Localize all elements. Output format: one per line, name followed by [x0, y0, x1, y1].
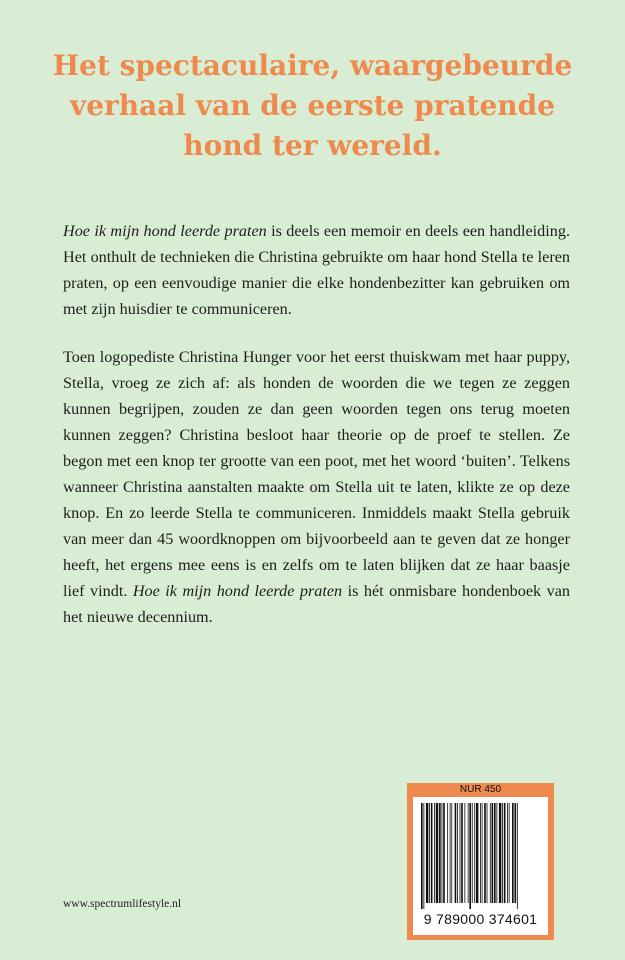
- book-title-italic: Hoe ik mijn hond leerde praten: [132, 582, 343, 600]
- website-url: www.spectrumlifestyle.nl: [63, 898, 182, 910]
- barcode-bar: [442, 803, 443, 903]
- barcode-bar: [504, 803, 506, 903]
- barcode-bar: [451, 803, 452, 903]
- barcode-bar: [480, 803, 481, 903]
- barcode-bar: [421, 803, 423, 909]
- headline-line: verhaal van de eerste pratende: [69, 89, 556, 122]
- barcode-bar: [492, 803, 494, 903]
- barcode-bar: [494, 803, 496, 903]
- barcode-bar: [517, 803, 518, 909]
- barcode-bar: [450, 803, 451, 903]
- book-title-italic: Hoe ik mijn hond leerde praten: [63, 222, 267, 240]
- barcode-bar: [496, 803, 497, 903]
- barcode: [413, 797, 548, 935]
- barcode-bar: [487, 803, 488, 903]
- barcode-bar: [460, 803, 461, 903]
- nur-label: NUR 450: [459, 784, 502, 795]
- barcode-bar: [474, 803, 475, 903]
- barcode-bar: [436, 803, 438, 903]
- barcode-bar: [509, 803, 510, 903]
- headline: [40, 46, 585, 166]
- barcode-bar: [468, 803, 469, 903]
- barcode-bars: [421, 803, 540, 909]
- barcode-bar: [490, 803, 491, 903]
- barcode-bar: [461, 803, 463, 903]
- barcode-bar: [476, 803, 478, 903]
- barcode-bar: [472, 803, 473, 903]
- intro-paragraph: [63, 218, 570, 322]
- barcode-bar: [464, 803, 465, 903]
- barcode-box: [407, 783, 554, 940]
- barcode-bar: [484, 803, 486, 903]
- isbn-number: 9 789000 374601: [423, 911, 538, 927]
- barcode-bar: [426, 803, 428, 903]
- barcode-bar: [439, 803, 441, 903]
- barcode-bar: [469, 803, 471, 909]
- headline-line: hond ter wereld.: [183, 129, 442, 162]
- barcode-bar: [499, 803, 501, 903]
- story-paragraph: [63, 344, 570, 630]
- barcode-bar: [447, 803, 448, 903]
- barcode-bar: [457, 803, 458, 903]
- barcode-bar: [502, 803, 503, 903]
- story-text-end: is hét onmisbare hondenboek van het nieuwe decennium.: [63, 582, 570, 626]
- barcode-bar: [512, 803, 514, 903]
- headline-line: Het spectaculaire, waargebeurde: [52, 49, 573, 82]
- intro-text: is deels een memoir en deels een handleiding. Het onthult de technieken die Christina gebruikte om haar hond Stella te leren praten, op een eenvoudige manier die elke hondenbezitter kan gebruiken om met zijn huisdier te communiceren.: [63, 222, 570, 318]
- story-text: Toen logopediste Christina Hunger voor het eerst thuiskwam met haar puppy, Stella, vroeg ze zich af: als honden de woorden die we tegen ze zeggen kunnen begrijpen, zouden ze dan geen woorden tegen ons terug moeten kunnen zeggen? Christina besloot haar theorie op de proef te stellen. Ze begon met een knop ter grootte van een poot, met het woord ‘buiten’. Telkens wanneer Christina aanstalten maakte om Stella uit te laten, klikte ze op deze knop. En zo leerde Stella te communiceren. Inmiddels maakt Stella gebruik van meer dan 45 woordknoppen om bijvoorbeeld aan te geven dat ze honger heeft, het ergens mee eens is en zelfs om te laten blijken dat ze haar baasje lief vindt.: [63, 348, 570, 600]
- barcode-bar: [423, 803, 424, 909]
- barcode-bar: [434, 803, 435, 903]
- barcode-bar: [482, 803, 483, 903]
- barcode-bar: [455, 803, 457, 903]
- barcode-bar: [507, 803, 508, 903]
- barcode-bar: [514, 803, 516, 903]
- barcode-bar: [429, 803, 430, 903]
- barcode-bar: [443, 803, 445, 903]
- barcode-bar: [431, 803, 433, 903]
